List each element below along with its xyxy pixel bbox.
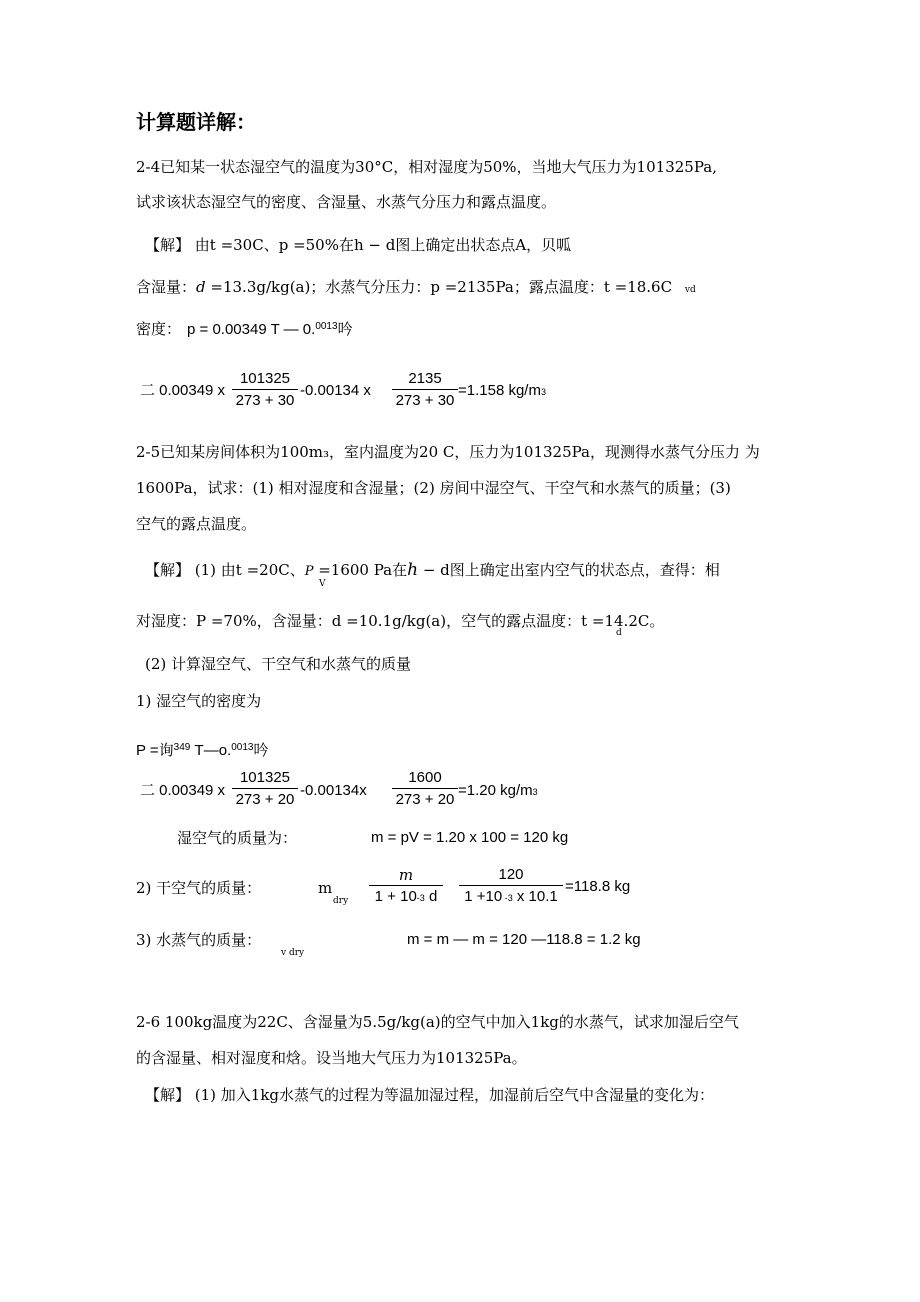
eq1-f2-numerator: 2135 bbox=[408, 370, 442, 387]
problem-2-5-line-1: 2-5已知某房间体积为100m₃，室内温度为20 C，压力为101325Pa，现测得水蒸气分压力 为 bbox=[136, 443, 760, 461]
problem-2-5-line-2: 1600Pa，试求：(1) 相对湿度和含湿量；(2) 房间中湿空气、干空气和水蒸气的质量；(3) bbox=[136, 479, 731, 497]
dry-air-mass-label: 2) 干空气的质量： bbox=[136, 879, 262, 897]
dry-air-result: =118.8 kg bbox=[565, 878, 631, 895]
density-end: 吟 bbox=[337, 320, 353, 338]
eq3-f2-numerator: 120 bbox=[498, 866, 524, 883]
eq1-result bbox=[458, 381, 546, 402]
results-text: =13.3g/kg(a)；水蒸气分压力：p =2135Pa；露点温度：t =18.6C bbox=[205, 278, 673, 296]
eq2-f2-numerator: 1600 bbox=[408, 769, 442, 786]
problem-2-5-line-3: 空气的露点温度。 bbox=[136, 515, 257, 533]
eq2-fraction-2 bbox=[392, 769, 458, 809]
sol-b: =1600 Pa在 bbox=[313, 561, 408, 579]
eq3-f1-numerator: m bbox=[398, 866, 414, 884]
vapor-subscript: v dry bbox=[281, 948, 305, 958]
problem-2-6-line-2: 的含湿量、相对湿度和焓。设当地大气压力为101325Pa。 bbox=[136, 1049, 527, 1067]
problem-2-4-solution-intro: 【解】 由t =30C、p =50%在h − d图上确定出状态点A，贝呱 bbox=[145, 236, 572, 254]
eq3-fraction-2 bbox=[459, 866, 563, 907]
eq2-mid: -0.00134x bbox=[300, 782, 367, 799]
dens-sup-1: 349 bbox=[173, 742, 191, 753]
eq1-fraction-1 bbox=[232, 370, 298, 410]
eq3-fraction-1 bbox=[369, 866, 443, 907]
sol-c: − d图上确定出室内空气的状态点，查得：相 bbox=[418, 561, 720, 579]
sol-subscript: V bbox=[319, 579, 326, 589]
dry-m: m bbox=[318, 879, 333, 897]
sol-a: 【解】 (1) 由t =20C、 bbox=[145, 561, 305, 579]
eq2-f2-denominator: 273 + 20 bbox=[395, 791, 455, 808]
eq2-result bbox=[458, 781, 538, 802]
problem-2-4-line-1: 2-4已知某一状态湿空气的温度为30°C，相对湿度为50%，当地大气压力为101325Pa, bbox=[136, 158, 717, 176]
eq1-mid: -0.00134 x bbox=[300, 382, 371, 399]
eq2-prefix: 二 0.00349 x bbox=[140, 782, 226, 799]
eq3-f1-den-end: d bbox=[424, 888, 438, 905]
dry-subscript: dry bbox=[333, 896, 349, 906]
sol-h: h bbox=[407, 560, 419, 580]
eq1-fraction-2 bbox=[392, 370, 458, 410]
eq3-f2-den-end: x 10.1 bbox=[512, 888, 558, 905]
humidity-label: 含湿量： bbox=[136, 278, 197, 296]
eq1-result-text: =1.158 kg/m bbox=[458, 382, 541, 399]
vapor-mass-equation: m = m — m = 120 —118.8 = 1.2 kg bbox=[407, 931, 641, 948]
symbol-d: d bbox=[196, 278, 206, 296]
dens-sup-2: 0013 bbox=[231, 742, 254, 753]
problem-2-4-results bbox=[136, 277, 696, 300]
sol-p: P bbox=[304, 564, 314, 579]
eq3-f2-den-sup: -3 bbox=[502, 893, 513, 903]
eq2-result-text: =1.20 kg/m bbox=[458, 782, 533, 799]
problem-2-5-solution-intro bbox=[145, 560, 720, 582]
wet-air-mass-equation: m = pV = 1.20 x 100 = 120 kg bbox=[371, 829, 569, 846]
eq1-prefix: 二 0.00349 x bbox=[140, 382, 226, 399]
problem-2-5-results: 对湿度：P =70%，含湿量：d =10.1g/kg(a)，空气的露点温度：t =14.2C。 bbox=[136, 612, 665, 630]
eq1-f1-numerator: 101325 bbox=[239, 370, 291, 387]
eq2-f1-numerator: 101325 bbox=[239, 769, 291, 786]
eq3-f1-den-sup: -3 bbox=[416, 893, 425, 903]
problem-2-6-line-1: 2-6 100kg温度为22C、含湿量为5.5g/kg(a)的空气中加入1kg的水蒸气，试求加湿后空气 bbox=[136, 1013, 739, 1031]
eq2-result-sub: 3 bbox=[532, 787, 538, 797]
problem-2-6-solution-intro: 【解】 (1) 加入1kg水蒸气的过程为等温加湿过程，加湿前后空气中含湿量的变化为： bbox=[145, 1086, 715, 1104]
dens-c: 吟 bbox=[253, 741, 269, 759]
dens-b: T—o. bbox=[190, 742, 232, 759]
eq3-f1-den-a: 1 + 10 bbox=[374, 888, 417, 905]
problem-2-4-line-2: 试求该状态湿空气的密度、含湿量、水蒸气分压力和露点温度。 bbox=[136, 193, 557, 211]
density-formula: p = 0.00349 T — 0. bbox=[187, 321, 316, 338]
eq1-f1-denominator: 273 + 30 bbox=[235, 392, 295, 409]
dew-subscript: vd bbox=[684, 285, 696, 295]
density-formula-2 bbox=[136, 740, 268, 761]
eq3-f2-den-a: 1 +10 bbox=[464, 888, 503, 905]
density-sup: 0013 bbox=[315, 321, 338, 332]
dens-a: P =询 bbox=[136, 742, 174, 759]
step-2-1: 1) 湿空气的密度为 bbox=[136, 692, 262, 710]
density-label: 密度： bbox=[136, 320, 182, 338]
results-subscript: d bbox=[616, 628, 622, 638]
vapor-mass-label: 3) 水蒸气的质量： bbox=[136, 931, 262, 949]
page-title: 计算题详解： bbox=[136, 110, 256, 134]
eq1-f2-denominator: 273 + 30 bbox=[395, 392, 455, 409]
density-line bbox=[136, 319, 353, 340]
eq1-result-sub: 3 bbox=[540, 387, 546, 397]
eq2-f1-denominator: 273 + 20 bbox=[235, 791, 295, 808]
step-2-heading: (2) 计算湿空气、干空气和水蒸气的质量 bbox=[145, 655, 412, 673]
eq2-fraction-1 bbox=[232, 769, 298, 809]
wet-air-mass-label: 湿空气的质量为： bbox=[177, 829, 298, 847]
